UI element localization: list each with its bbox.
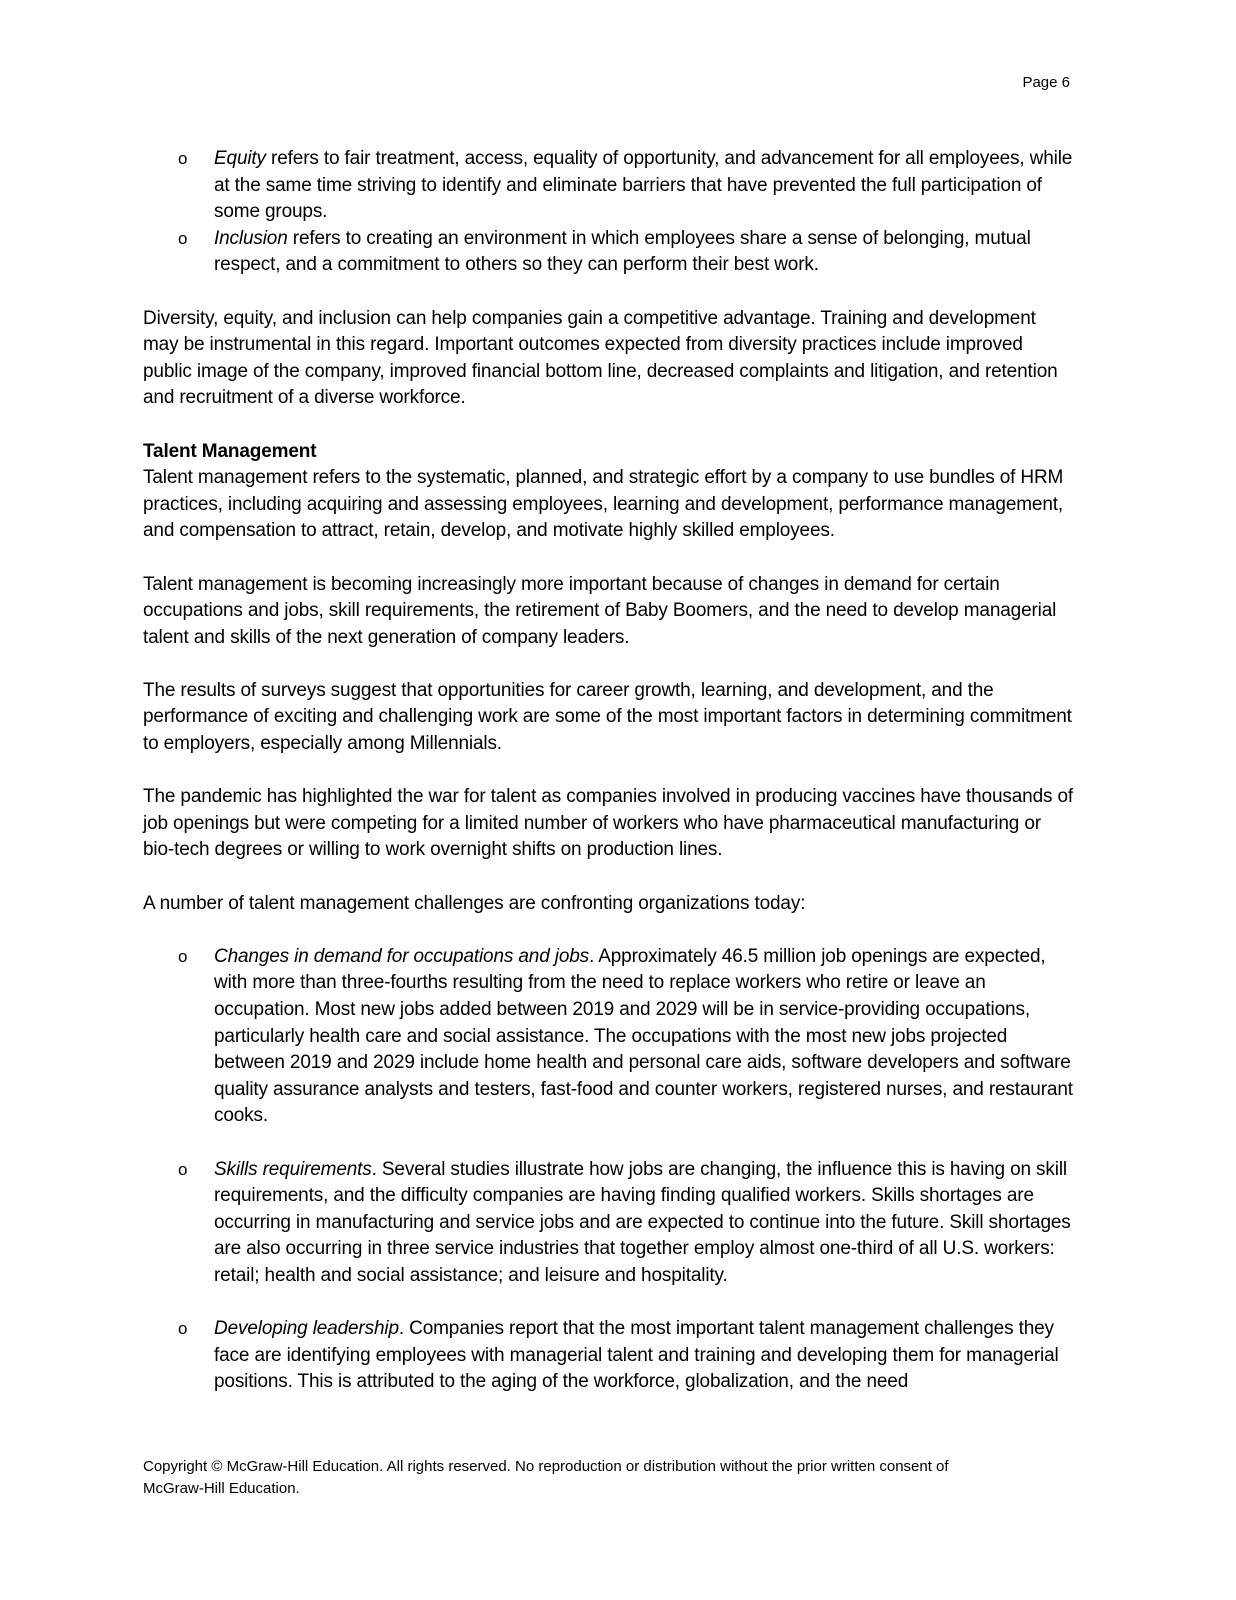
section-heading: Talent Management bbox=[143, 440, 317, 462]
copyright-footer bbox=[143, 1456, 1043, 1500]
paragraph-talent-definition: Talent management refers to the systematic, planned, and strategic effort by a company to use bundles of HRM practices, including acquiring and assessing employees, learning and development, performance management, and compensation to attract, retain, develop, and motivate highly skilled employees. bbox=[143, 467, 1064, 542]
list-item bbox=[143, 944, 1073, 1130]
bullet-marker: o bbox=[178, 946, 188, 966]
challenges-list bbox=[143, 944, 1073, 1396]
bullet-marker: o bbox=[178, 1159, 188, 1179]
term-equity: Equity bbox=[214, 148, 266, 169]
list-item bbox=[143, 1316, 1073, 1396]
paragraph-surveys: The results of surveys suggest that opportunities for career growth, learning, and development, and the performance of exciting and challenging work are some of the most important factors in determining commitment to employers, especially among Millennials. bbox=[143, 679, 1072, 755]
challenge-text: . Approximately 46.5 million job openings are expected, with more than three-fourths resulting from the need to replace workers who retire or leave an occupation. Most new jobs added between 2019 and 2029 will be in service-providing occupations, particularly health care and social assistance. The occupations with the most new jobs projected between 2019 and 2029 include home health and personal care aids, software developers and software quality assurance analysts and testers, fast-food and counter workers, registered nurses, and restaurant cooks. bbox=[214, 945, 1073, 1127]
bullet-marker: o bbox=[178, 149, 188, 168]
dei-definitions-list bbox=[143, 146, 1073, 279]
paragraph-dei: Diversity, equity, and inclusion can help companies gain a competitive advantage. Training and development may be instrumental in this regard. Important outcomes expected from diversity practices include improved public image of the company, improved financial bottom line, decreased complaints and litigation, and retention and recruitment of a diverse workforce. bbox=[143, 307, 1058, 409]
bullet-marker: o bbox=[178, 228, 188, 248]
paragraph-challenges-intro: A number of talent management challenges are confronting organizations today: bbox=[143, 892, 806, 914]
list-item bbox=[143, 226, 1073, 279]
footer-line: McGraw-Hill Education. bbox=[143, 1480, 300, 1497]
definition-text: refers to fair treatment, access, equality of opportunity, and advancement for all employees, while at the same time striving to identify and eliminate barriers that have prevented the full participation of some groups. bbox=[214, 148, 1073, 223]
footer-line: Copyright © McGraw-Hill Education. All rights reserved. No reproduction or distribution without the prior written consent of bbox=[143, 1458, 949, 1475]
challenge-text: . Several studies illustrate how jobs are changing, the influence this is having on skill requirements, and the difficulty companies are having finding qualified workers. Skills shortages are occurring in manufacturing and service jobs and are expected to continue into the future. Skill shortages are also occurring in three service industries that together employ almost one-third of all U.S. workers: retail; health and social assistance; and leisure and hospitality. bbox=[214, 1158, 1071, 1286]
list-item bbox=[143, 1157, 1073, 1290]
page-number: Page 6 bbox=[1022, 74, 1070, 91]
bullet-marker: o bbox=[178, 1319, 188, 1339]
term-demand-changes: Changes in demand for occupations and jobs bbox=[214, 945, 590, 967]
paragraph-importance: Talent management is becoming increasingly more important because of changes in demand for certain occupations and jobs, skill requirements, the retirement of Baby Boomers, and the need to develop managerial talent and skills of the next generation of company leaders. bbox=[143, 573, 1057, 648]
term-developing-leadership: Developing leadership bbox=[214, 1318, 399, 1340]
document-body bbox=[143, 146, 1073, 1396]
list-item bbox=[143, 146, 1073, 226]
paragraph-pandemic: The pandemic has highlighted the war for talent as companies involved in producing vaccines have thousands of job openings but were competing for a limited number of workers who have pharmaceutical manufacturing or bio-tech degrees or willing to work overnight shifts on production lines. bbox=[143, 786, 1074, 861]
challenge-text: . Companies report that the most important talent management challenges they face are identifying employees with managerial talent and training and developing them for managerial positions. This is attributed to the aging of the workforce, globalization, and the need bbox=[214, 1318, 1059, 1393]
term-inclusion: Inclusion bbox=[214, 227, 288, 249]
term-skills-requirements: Skills requirements bbox=[214, 1158, 372, 1180]
definition-text: refers to creating an environment in which employees share a sense of belonging, mutual respect, and a commitment to others so they can perform their best work. bbox=[214, 227, 1031, 276]
